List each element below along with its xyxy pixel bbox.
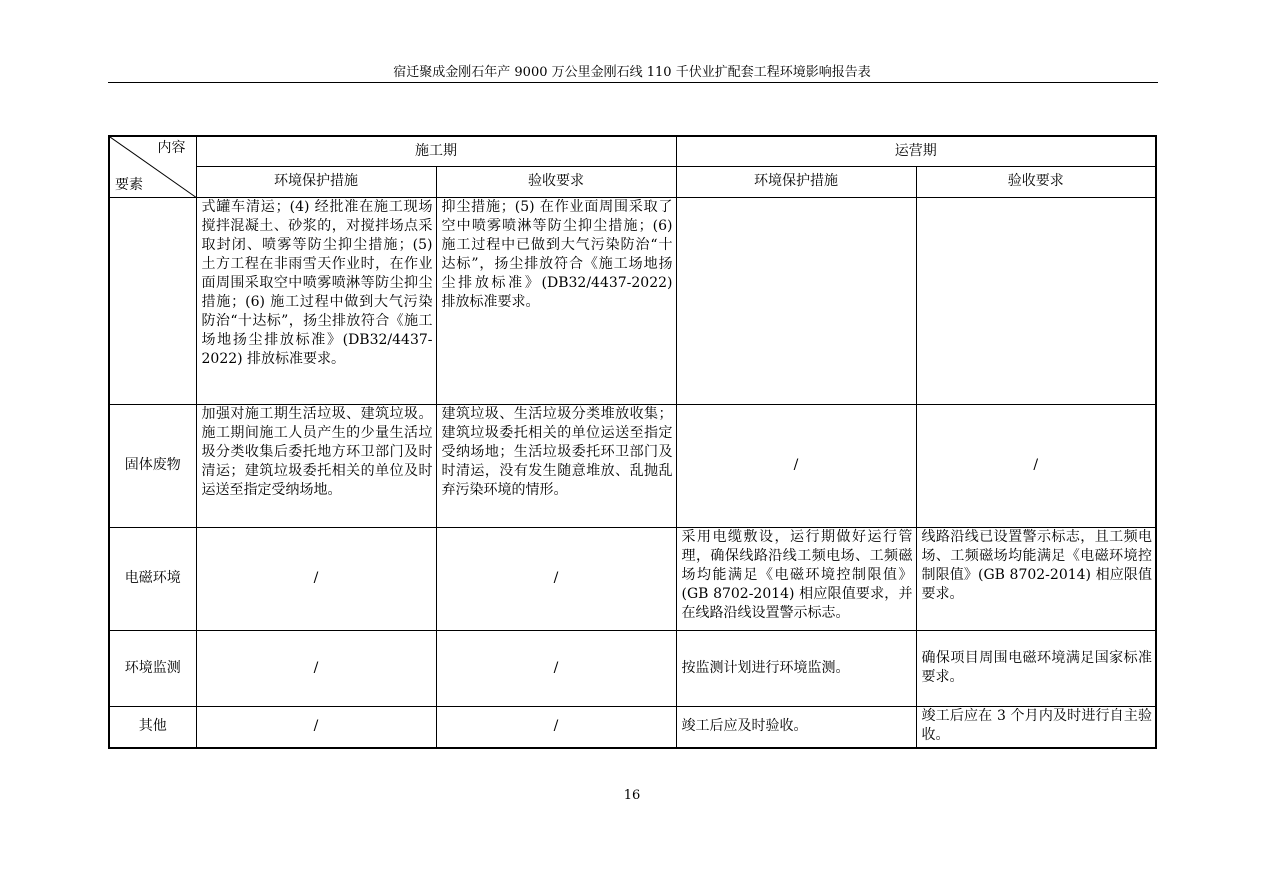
table-header-row-phases [109,136,1156,166]
document-header-title: 宿迁聚成金刚石年产 9000 万公里金刚石线 110 千伏业扩配套工程环境影响报告表 [393,65,871,80]
row-element-label: 固体废物 [109,404,196,527]
table-row [109,197,1156,404]
column-header-construction-measures: 环境保护措施 [196,166,436,197]
operation-acceptance-cell: 确保项目周围电磁环境满足国家标准要求。 [916,630,1156,706]
table-row [109,706,1156,748]
corner-label-content: 内容 [157,140,186,156]
construction-measures-cell: 加强对施工期生活垃圾、建筑垃圾。施工期间施工人员产生的少量生活垃圾分类收集后委托地方环卫部门及时清运；建筑垃圾委托相关的单位及时运送至指定受纳场地。 [196,404,436,527]
construction-acceptance-cell: 建筑垃圾、生活垃圾分类堆放收集；建筑垃圾委托相关的单位运送至指定受纳场地；生活垃圾委托环卫部门及时清运，没有发生随意堆放、乱抛乱弃污染环境的情形。 [436,404,676,527]
construction-measures-cell: / [196,527,436,630]
construction-measures-cell: / [196,630,436,706]
construction-acceptance-cell: / [436,630,676,706]
construction-measures-cell: / [196,706,436,748]
row-element-label: 其他 [109,706,196,748]
table-row [109,630,1156,706]
row-element-label: 环境监测 [109,630,196,706]
construction-acceptance-cell: 抑尘措施；(5) 在作业面周围采取了空中喷雾喷淋等防尘抑尘措施；(6) 施工过程中已做到大气污染防治“十达标”，扬尘排放符合《施工场地扬尘排放标准》(DB32/4437-2022) 排放标准要求。 [436,197,676,404]
column-header-construction-acceptance: 验收要求 [436,166,676,197]
environmental-measures-table [108,135,1157,749]
table-row [109,527,1156,630]
operation-acceptance-cell: 竣工后应在 3 个月内及时进行自主验收。 [916,706,1156,748]
operation-measures-cell: 采用电缆敷设，运行期做好运行管理，确保线路沿线工频电场、工频磁场均能满足《电磁环境控制限值》(GB 8702-2014) 相应限值要求，并在线路沿线设置警示标志。 [676,527,916,630]
operation-acceptance-cell: 线路沿线已设置警示标志，且工频电场、工频磁场均能满足《电磁环境控制限值》(GB 8702-2014) 相应限值要求。 [916,527,1156,630]
row-element-label: 电磁环境 [109,527,196,630]
column-header-operation-acceptance: 验收要求 [916,166,1156,197]
corner-label-element: 要素 [115,176,143,193]
operation-measures-cell: / [676,404,916,527]
row-element-label [109,197,196,404]
header-rule [108,82,1158,83]
page-number: 16 [623,788,641,803]
construction-acceptance-cell: / [436,527,676,630]
operation-acceptance-cell: / [916,404,1156,527]
operation-measures-cell: 竣工后应及时验收。 [676,706,916,748]
operation-measures-cell: 按监测计划进行环境监测。 [676,630,916,706]
column-header-operation-measures: 环境保护措施 [676,166,916,197]
corner-header-cell [109,136,196,197]
table-header-row-columns [109,166,1156,197]
construction-acceptance-cell: / [436,706,676,748]
operation-acceptance-cell [916,197,1156,404]
phase-header-construction: 施工期 [196,136,676,166]
construction-measures-cell: 式罐车清运；(4) 经批准在施工现场搅拌混凝土、砂浆的，对搅拌场点采取封闭、喷雾等防尘抑尘措施；(5) 土方工程在非雨雪天作业时，在作业面周围采取空中喷雾喷淋等防尘抑尘措施；(6) 施工过程中做到大气污染防治“十达标”，扬尘排放符合《施工场地扬尘排放标准》(DB32/4437-2022) 排放标准要求。 [196,197,436,404]
operation-measures-cell [676,197,916,404]
phase-header-operation: 运营期 [676,136,1156,166]
table-row [109,404,1156,527]
